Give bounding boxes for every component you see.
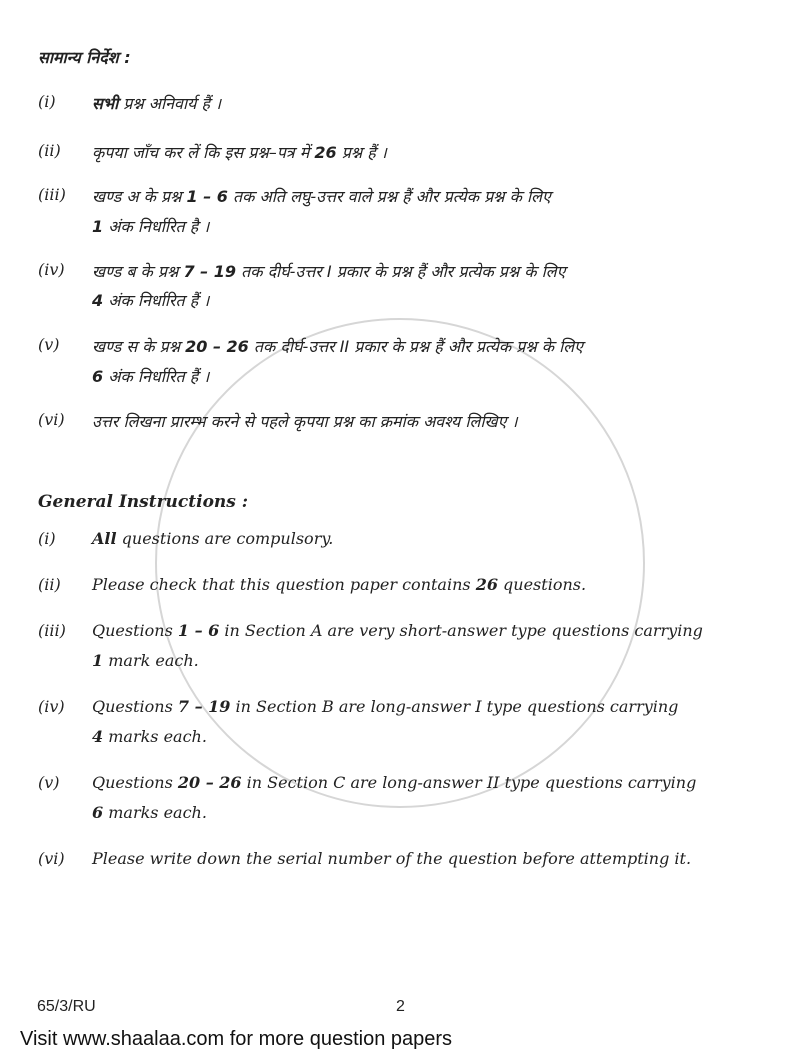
bold-text: 6 xyxy=(92,367,104,386)
item-number: (iii) xyxy=(38,185,66,204)
instruction-line xyxy=(92,727,207,746)
item-number: (v) xyxy=(38,335,60,354)
item-number: (iii) xyxy=(38,621,66,640)
text: in Section B are long-answer I type questions carrying xyxy=(230,697,679,716)
text: marks each. xyxy=(103,803,207,822)
bold-text: 7 – 19 xyxy=(177,697,231,716)
text: Questions xyxy=(92,697,178,716)
text: in Section C are long-answer II type questions carrying xyxy=(241,773,697,792)
text: in Section A are very short-answer type questions carrying xyxy=(219,621,703,640)
text: खण्ड ब के प्रश्न xyxy=(92,262,184,281)
instruction-line xyxy=(92,849,691,868)
text: उत्तर लिखना प्रारम्भ करने से पहले कृपया प्रश्न का क्रमांक अवश्य लिखिए । xyxy=(92,412,518,431)
text: Questions xyxy=(92,621,178,640)
text: Please check that this question paper contains xyxy=(92,575,476,594)
instruction-line xyxy=(92,141,387,163)
item-number: (i) xyxy=(38,92,56,111)
item-number: (ii) xyxy=(38,575,61,594)
text: marks each. xyxy=(103,727,207,746)
instruction-line xyxy=(92,621,703,640)
text: कृपया जाँच कर लें कि इस प्रश्न–पत्र में xyxy=(92,143,315,162)
hindi-heading: सामान्य निर्देश : xyxy=(38,48,131,67)
watermark-circle xyxy=(155,318,645,808)
item-number: (ii) xyxy=(38,141,61,160)
text: तक दीर्घ-उत्तर II प्रकार के प्रश्न हैं और प्रत्येक प्रश्न के लिए xyxy=(248,337,583,356)
text: प्रश्न हैं । xyxy=(336,143,387,162)
visit-link[interactable]: Visit www.shaalaa.com for more question papers xyxy=(20,1028,453,1050)
bold-text: 20 – 26 xyxy=(177,773,242,792)
instruction-line xyxy=(92,651,199,670)
instruction-line xyxy=(92,365,209,387)
bold-text: 26 xyxy=(475,575,498,594)
text: अंक निर्धारित है । xyxy=(103,217,210,236)
instruction-line xyxy=(92,185,551,207)
instruction-line xyxy=(92,410,518,432)
bold-text: 1 – 6 xyxy=(186,187,228,206)
item-number: (vi) xyxy=(38,410,65,429)
bold-text: सभी xyxy=(92,94,119,113)
instruction-line xyxy=(92,335,583,357)
text: mark each. xyxy=(103,651,199,670)
english-heading: General Instructions : xyxy=(38,492,249,512)
bold-text: 7 – 19 xyxy=(183,262,236,281)
bold-text: 6 xyxy=(92,803,104,822)
item-number: (i) xyxy=(38,529,56,548)
instruction-line xyxy=(92,773,696,792)
bold-text: 1 – 6 xyxy=(177,621,220,640)
instruction-line xyxy=(92,260,565,282)
bold-text: 4 xyxy=(92,727,104,746)
item-number: (iv) xyxy=(38,697,65,716)
bold-text: 1 xyxy=(92,651,104,670)
text: अंक निर्धारित हैं । xyxy=(103,367,210,386)
bold-text: 20 – 26 xyxy=(185,337,249,356)
bold-text: All xyxy=(92,529,117,548)
text: questions. xyxy=(497,575,587,594)
text: खण्ड स के प्रश्न xyxy=(92,337,186,356)
text: तक अति लघु-उत्तर वाले प्रश्न हैं और प्रत्येक प्रश्न के लिए xyxy=(227,187,551,206)
item-number: (vi) xyxy=(38,849,65,868)
instruction-line xyxy=(92,215,209,237)
text: questions are compulsory. xyxy=(116,529,334,548)
instruction-line xyxy=(92,92,221,114)
instruction-line xyxy=(92,575,586,594)
text: Please write down the serial number of the question before attempting it. xyxy=(92,849,692,868)
text: खण्ड अ के प्रश्न xyxy=(92,187,187,206)
text: प्रश्न अनिवार्य हैं । xyxy=(118,94,222,113)
page-number: 2 xyxy=(396,998,405,1015)
text: तक दीर्घ-उत्तर I प्रकार के प्रश्न हैं और प्रत्येक प्रश्न के लिए xyxy=(235,262,566,281)
item-number: (v) xyxy=(38,773,60,792)
instruction-line xyxy=(92,529,333,548)
bold-text: 1 xyxy=(92,217,104,236)
instruction-line xyxy=(92,803,207,822)
paper-code: 65/3/RU xyxy=(37,998,96,1015)
bold-text: 26 xyxy=(314,143,337,162)
text: अंक निर्धारित हैं । xyxy=(103,291,210,310)
item-number: (iv) xyxy=(38,260,65,279)
instruction-line xyxy=(92,697,678,716)
instruction-line xyxy=(92,289,209,311)
bold-text: 4 xyxy=(92,291,104,310)
text: Questions xyxy=(92,773,178,792)
